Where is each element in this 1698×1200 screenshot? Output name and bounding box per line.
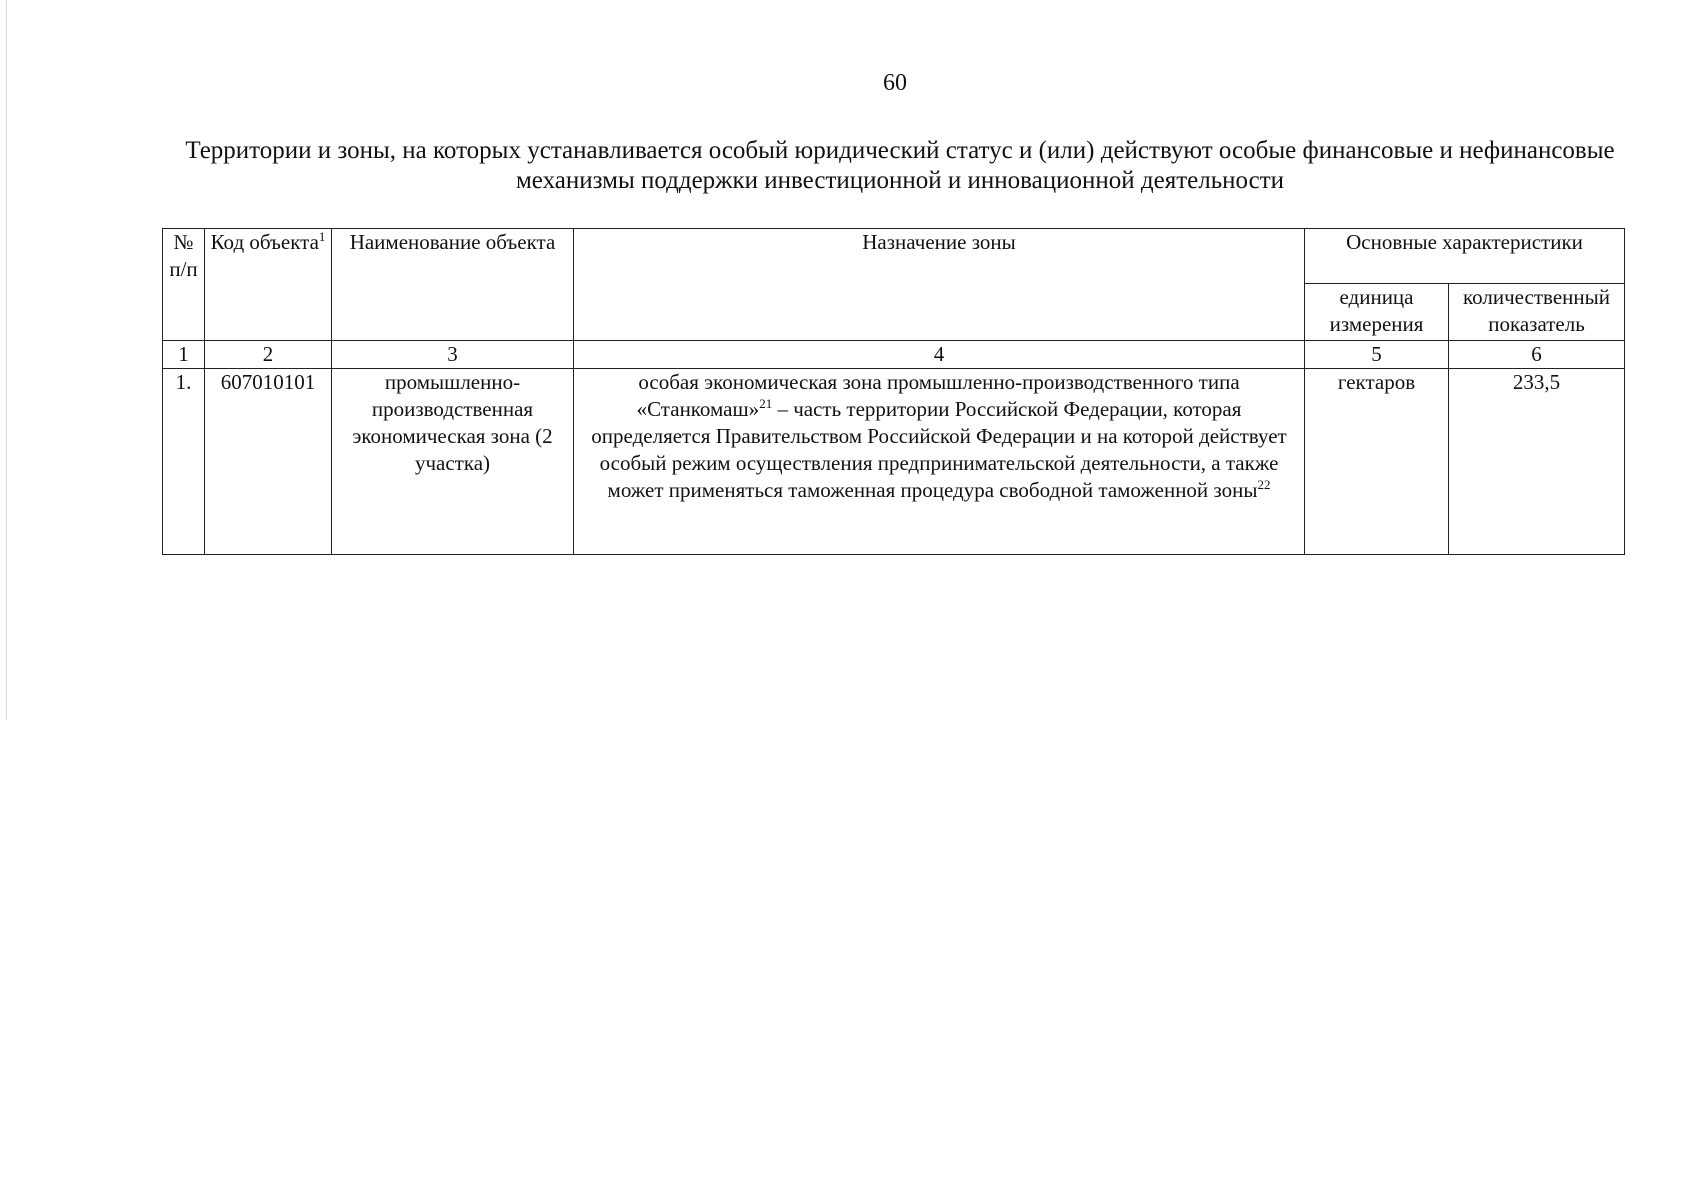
header-purpose: Назначение зоны — [574, 229, 1305, 341]
row-name: промышленно-производственная экономическая зона (2 участка) — [332, 369, 574, 555]
header-unit: единица измерения — [1305, 284, 1449, 341]
row-purpose-part2: – часть территории Российской Федерации, которая определяется Правительством Российской Федерации и на которой действует особый режим осуществления предпринимательской деятельности, а также может применяться таможенная процедура свободной таможенной зоны — [591, 397, 1287, 502]
header-name: Наименование объекта — [332, 229, 574, 341]
column-number: 6 — [1449, 341, 1625, 369]
header-characteristics: Основные характеристики — [1305, 229, 1625, 284]
row-quantity: 233,5 — [1449, 369, 1625, 555]
column-number: 1 — [163, 341, 205, 369]
header-code-label: Код объекта — [210, 230, 319, 254]
header-no: № п/п — [163, 229, 205, 341]
row-code: 607010101 — [205, 369, 332, 555]
row-no: 1. — [163, 369, 205, 555]
document-title: Территории и зоны, на которых устанавливается особый юридический статус и (или) действуют особые финансовые и нефинансовые механизмы поддержки инвестиционной и инновационной деятельности — [185, 137, 1615, 194]
column-number: 4 — [574, 341, 1305, 369]
row-purpose-footnote-22: 22 — [1257, 477, 1271, 492]
header-code — [205, 229, 332, 341]
header-quantity: количественный показатель — [1449, 284, 1625, 341]
table-header-row — [163, 229, 1625, 284]
column-number-row — [163, 341, 1625, 369]
header-code-footnote: 1 — [318, 229, 326, 244]
table-row — [163, 369, 1625, 555]
zones-table — [162, 228, 1625, 555]
row-purpose — [574, 369, 1305, 555]
row-purpose-footnote-21: 21 — [759, 396, 773, 411]
column-number: 2 — [205, 341, 332, 369]
column-number: 3 — [332, 341, 574, 369]
column-number: 5 — [1305, 341, 1449, 369]
row-unit: гектаров — [1305, 369, 1449, 555]
row-purpose-part1: особая экономическая зона промышленно-производственного типа «Станкомаш» — [636, 370, 1240, 421]
page-number: 60 — [883, 70, 907, 96]
scan-edge-line — [6, 0, 7, 720]
